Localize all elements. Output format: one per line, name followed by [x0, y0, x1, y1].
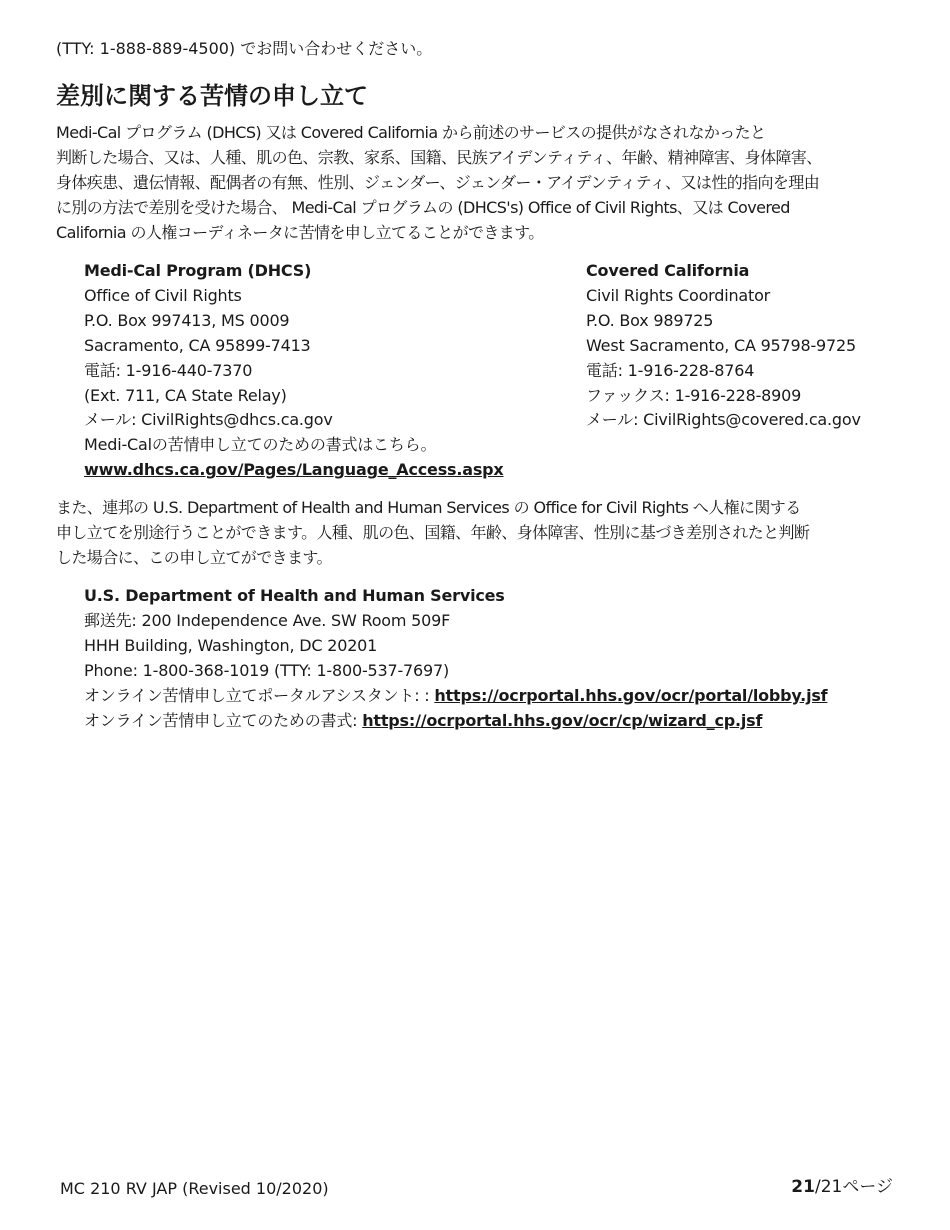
covered-california-contact-block: [586, 259, 861, 433]
covered-city: West Sacramento, CA 95798-9725: [586, 335, 856, 355]
covered-phone: 電話: 1-916-228-8764: [586, 360, 755, 380]
paragraph-line: 身体疾患、遺伝情報、配偶者の有無、性別、ジェンダー、ジェンダー・アイデンティティ、又は性的指向を理由: [56, 173, 820, 192]
paragraph-line: 判断した場合、又は、人種、肌の色、宗教、家系、国籍、民族アイデンティティ、年齢、精神障害、身体障害、: [56, 148, 822, 167]
dhcs-city: Sacramento, CA 95899-7413: [84, 335, 311, 355]
covered-email: メール: CivilRights@covered.ca.gov: [586, 410, 861, 430]
covered-office: Civil Rights Coordinator: [586, 285, 771, 305]
dhcs-phone: 電話: 1-916-440-7370: [84, 360, 253, 380]
dhcs-contact-block: [84, 259, 504, 483]
hhs-form-label: オンライン苦情申し立てのための書式:: [84, 710, 363, 730]
section-heading: 差別に関する苦情の申し立て: [56, 82, 368, 110]
hhs-address1: 郵送先: 200 Independence Ave. SW Room 509F: [84, 610, 451, 630]
hhs-portal-label: オンライン苦情申し立てポータルアシスタント: :: [84, 685, 435, 705]
page-current: 21: [791, 1177, 815, 1197]
paragraph-line: した場合に、この申し立てができます。: [56, 548, 332, 567]
paragraph-line: に別の方法で差別を受けた場合、 Medi-Cal プログラムの (DHCS's) Office of Civil Rights、又は Covered: [56, 198, 790, 217]
covered-title: Covered California: [586, 261, 750, 280]
dhcs-email: メール: CivilRights@dhcs.ca.gov: [84, 410, 333, 430]
hhs-title: U.S. Department of Health and Human Services: [84, 586, 505, 605]
intro-paragraph: [56, 120, 896, 245]
dhcs-form-note: Medi-Calの苦情申し立てのための書式はこちら。: [84, 435, 437, 455]
page-total: /21ページ: [814, 1177, 893, 1197]
hhs-contact-block: [84, 584, 827, 733]
federal-paragraph: [56, 495, 896, 570]
dhcs-pobox: P.O. Box 997413, MS 0009: [84, 310, 290, 330]
dhcs-title: Medi-Cal Program (DHCS): [84, 261, 312, 280]
hhs-form-link[interactable]: https://ocrportal.hhs.gov/ocr/cp/wizard_cp.jsf: [362, 710, 763, 730]
form-id: MC 210 RV JAP (Revised 10/2020): [60, 1179, 329, 1198]
dhcs-form-link[interactable]: www.dhcs.ca.gov/Pages/Language_Access.aspx: [84, 460, 504, 480]
paragraph-line: 申し立てを別途行うことができます。人種、肌の色、国籍、年齢、身体障害、性別に基づき差別されたと判断: [56, 523, 810, 542]
paragraph-line: California の人権コーディネータに苦情を申し立てることができます。: [56, 223, 544, 242]
covered-pobox: P.O. Box 989725: [586, 310, 714, 330]
page-number: [791, 1176, 893, 1198]
dhcs-office: Office of Civil Rights: [84, 285, 242, 305]
paragraph-line: また、連邦の U.S. Department of Health and Human Services の Office for Civil Rights へ人権に関する: [56, 498, 801, 517]
covered-fax: ファックス: 1-916-228-8909: [586, 385, 802, 405]
paragraph-line: Medi-Cal プログラム (DHCS) 又は Covered California から前述のサービスの提供がなされなかったと: [56, 123, 766, 142]
dhcs-ext: (Ext. 711, CA State Relay): [84, 385, 287, 405]
hhs-address2: HHH Building, Washington, DC 20201: [84, 635, 378, 655]
hhs-portal-link[interactable]: https://ocrportal.hhs.gov/ocr/portal/lobby.jsf: [434, 685, 828, 705]
hhs-phone: Phone: 1-800-368-1019 (TTY: 1-800-537-7697): [84, 660, 449, 680]
tty-contact-line: (TTY: 1-888-889-4500) でお問い合わせください。: [56, 39, 433, 58]
